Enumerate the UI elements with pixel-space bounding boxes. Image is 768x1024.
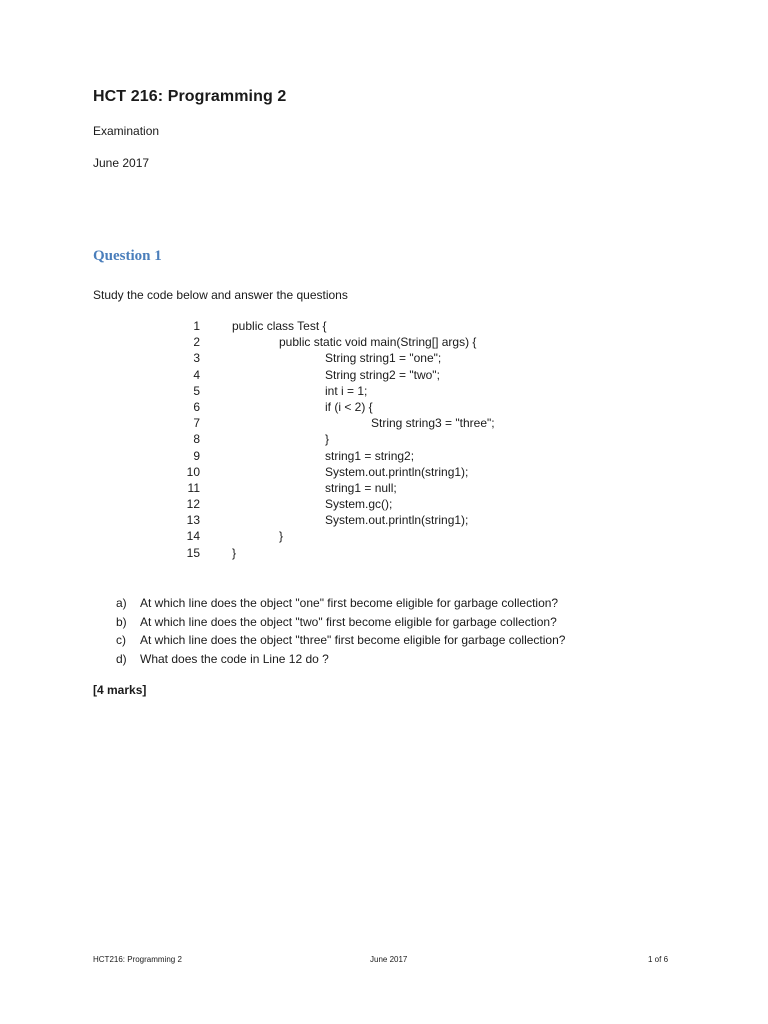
sub-question-label: d) <box>116 651 127 666</box>
code-line <box>0 480 768 496</box>
footer-date: June 2017 <box>370 955 408 964</box>
sub-question <box>0 632 768 651</box>
line-number: 13 <box>186 513 200 528</box>
sub-question-label: c) <box>116 633 126 647</box>
question-heading: Question 1 <box>93 248 162 264</box>
code-text: int i = 1; <box>325 383 368 398</box>
code-line <box>0 528 768 544</box>
code-text: public class Test { <box>232 319 327 333</box>
exam-date: June 2017 <box>93 156 150 170</box>
line-number: 6 <box>193 399 200 414</box>
line-number: 9 <box>193 448 200 463</box>
code-text: System.out.println(string1); <box>325 513 469 528</box>
sub-question-text: At which line does the object "two" first become eligible for garbage collection? <box>140 614 557 629</box>
line-number: 1 <box>193 319 200 333</box>
question-intro: Study the code below and answer the questions <box>93 288 348 302</box>
sub-question-text: At which line does the object "one" first become eligible for garbage collection? <box>140 596 559 610</box>
line-number: 10 <box>186 464 200 479</box>
sub-question-text: What does the code in Line 12 do ? <box>140 651 329 666</box>
line-number: 5 <box>193 383 200 398</box>
code-text: } <box>279 529 284 544</box>
sub-question-label: b) <box>116 614 127 629</box>
line-number: 2 <box>193 335 200 350</box>
code-line <box>0 399 768 415</box>
footer-course: HCT216: Programming 2 <box>93 955 182 964</box>
sub-question <box>0 614 768 633</box>
sub-question-list <box>0 595 768 669</box>
line-number: 8 <box>193 432 200 447</box>
code-line <box>0 415 768 431</box>
code-text: System.gc(); <box>325 497 393 512</box>
code-text: if (i < 2) { <box>325 399 373 414</box>
sub-question-label: a) <box>116 596 127 610</box>
footer-page-number: 1 of 6 <box>648 955 669 964</box>
code-line <box>0 496 768 512</box>
code-text: String string3 = "three"; <box>371 416 495 431</box>
line-number: 14 <box>186 529 200 544</box>
code-text: String string1 = "one"; <box>325 351 442 366</box>
line-number: 12 <box>186 497 200 512</box>
code-line <box>0 334 768 350</box>
code-line <box>0 448 768 464</box>
line-number: 11 <box>187 480 200 495</box>
code-line <box>0 350 768 366</box>
code-text: string1 = string2; <box>325 448 415 463</box>
code-line <box>0 545 768 561</box>
line-number: 4 <box>193 367 200 382</box>
sub-question <box>0 651 768 670</box>
code-line <box>0 367 768 383</box>
sub-question <box>0 595 768 614</box>
code-text: string1 = null; <box>325 480 397 495</box>
code-line <box>0 431 768 447</box>
line-number: 7 <box>193 416 200 431</box>
line-number: 3 <box>193 351 200 366</box>
sub-question-text: At which line does the object "three" first become eligible for garbage collection? <box>140 633 566 647</box>
marks-label: [4 marks] <box>93 683 147 697</box>
exam-type: Examination <box>93 124 160 138</box>
code-text: } <box>325 432 330 447</box>
code-text: String string2 = "two"; <box>325 367 440 382</box>
code-text: System.out.println(string1); <box>325 464 469 479</box>
code-text: } <box>232 545 237 560</box>
code-listing <box>0 318 768 561</box>
code-line <box>0 383 768 399</box>
code-line <box>0 318 768 334</box>
code-line <box>0 464 768 480</box>
page-title: HCT 216: Programming 2 <box>93 88 287 105</box>
code-text: public static void main(String[] args) { <box>279 335 477 350</box>
line-number: 15 <box>186 545 200 560</box>
code-line <box>0 512 768 528</box>
